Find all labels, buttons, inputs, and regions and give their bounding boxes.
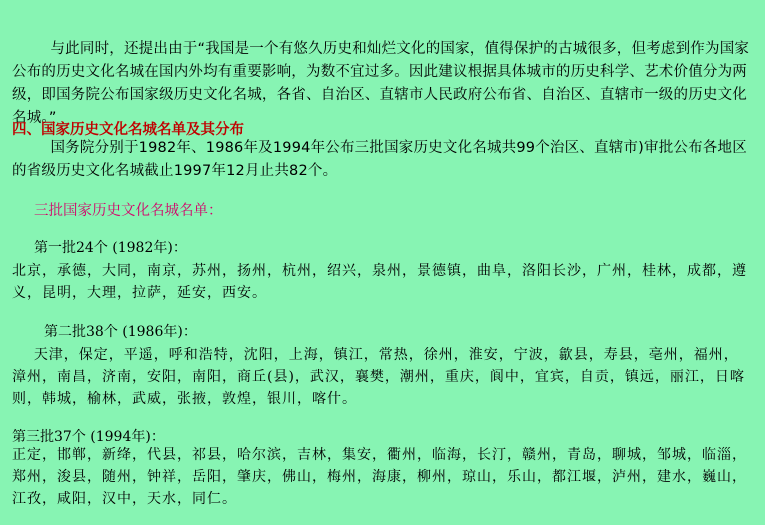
- batch-1-title: 第一批24个 (1982年)：: [34, 240, 187, 256]
- batch-2-cities: 天津，保定，平遥，呼和浩特，沈阳，上海，镇江，常热，徐州，淮安，宁波，歙县，寿县，亳州，福州，漳州，南昌，济南，安阳，南阳，商丘(县)，武汉，襄樊，潮州，重庆，阆中，宜宾，自贡，镇远，丽江，日喀则，韩城，榆林，武威，张掖，敦煌，银川，喀什。: [12, 347, 745, 407]
- batch-3-title: 第三批37个 (1994年)：: [12, 429, 165, 445]
- intro-paragraph: 与此同时，还提出由于“我国是一个有悠久历史和灿烂文化的国家，值得保护的古城很多，但考虑到作为国家公布的历史文化名城在国内外均有重要影响，为数不宜过多。因此建议根据具体城市的历史科学、艺术价值分为两级，即国务院公布国家级历史文化名城，各省、自治区、直辖市人民政府公布省、自治区、直辖市一级的历史文化名城。”: [12, 41, 750, 126]
- section-paragraph: 国务院分别于1982年、1986年及1994年公布三批国家历史文化名城共99个治区、直辖市)审批公布各地区的省级历史文化名城截止1997年12月止共82个。: [12, 140, 747, 179]
- list-title: 三批国家历史文化名城名单：: [34, 203, 223, 219]
- section-heading: 四、国家历史文化名城名单及其分布: [12, 122, 244, 138]
- batch-1-cities: 北京，承德，大同，南京，苏州，扬州，杭州，绍兴，泉州，景德镇，曲阜，洛阳长沙，广州，桂林，成都，遵义，昆明，大理，拉萨，延安，西安。: [12, 263, 747, 301]
- batch-3-cities: 正定，邯郸，新绛，代县，祁县，哈尔滨，吉林，集安，衢州，临海，长汀，赣州，青岛，聊城，邹城，临淄，郑州，浚县，随州，钟祥，岳阳，肇庆，佛山，梅州，海康，柳州，琼山，乐山，都江堰，泸州，建水，巍山，江孜，咸阳，汉中，天水，同仁。: [12, 447, 747, 507]
- batch-2-title: 第二批38个 (1986年)：: [44, 324, 197, 340]
